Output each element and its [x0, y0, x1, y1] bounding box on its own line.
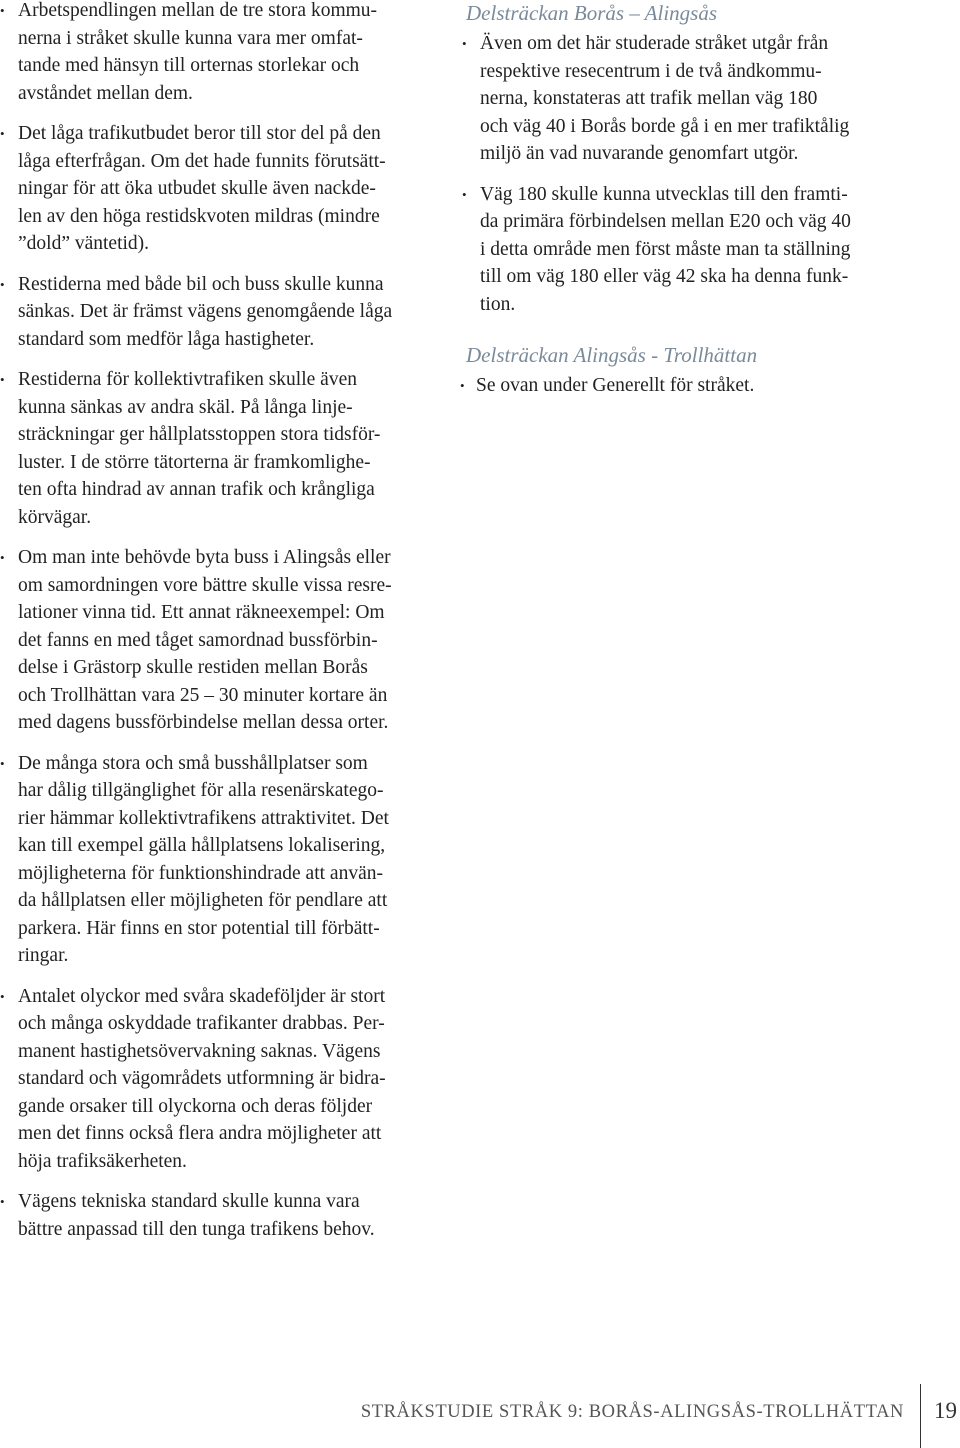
bullet-icon: •	[460, 378, 465, 393]
list-item	[0, 983, 440, 1176]
bullet-text: Även om det här studerade stråket utgår från respektive resecentrum i de två ändkommu- nerna, konstateras att trafik mellan väg 180 och väg 40 i Borås borde gå i en mer trafiktålig miljö än vad nuvarande genomfart utgör.	[480, 33, 850, 164]
bullet-icon: •	[0, 126, 5, 141]
list-item	[0, 120, 440, 258]
bullet-text: Om man inte behövde byta buss i Alingsås eller om samordningen vore bättre skulle vissa resre- lationer vinna tid. Ett annat räkneexempel: Om det fanns en med tåget samordnad bussförbin- delse i Grästorp skulle restiden mellan Borås och Trollhättan vara 25 – 30 minuter kortare än med dagens bussförbindelse mellan dessa orter.	[18, 547, 392, 733]
bullet-icon: •	[0, 372, 5, 387]
bullet-icon: •	[0, 3, 5, 18]
right-column	[458, 0, 918, 413]
section-heading-boras-alingsas: Delsträckan Borås – Alingsås	[466, 1, 718, 25]
section-heading-alingsas-trollhattan: Delsträckan Alingsås - Trollhättan	[466, 343, 758, 367]
section1-bullet-list	[458, 30, 918, 318]
bullet-text: Restiderna med både bil och buss skulle kunna sänkas. Det är främst vägens genomgående låga standard som medför låga hastigheter.	[18, 273, 393, 350]
bullet-text: Antalet olyckor med svåra skadeföljder är stort och många oskyddade trafikanter drabbas. Per- manent hastighetsövervakning saknas. Vägens standard och vägområdets utformning är bidra- gande orsaker till olyckorna och deras följder men det finns också flera andra möjligheter att höja trafiksäkerheten.	[18, 985, 386, 1172]
list-item	[458, 372, 918, 400]
list-item	[0, 271, 440, 354]
list-item	[0, 750, 440, 970]
section2-bullet-list	[458, 372, 918, 400]
bullet-icon: •	[0, 550, 5, 565]
bullet-icon: •	[0, 276, 5, 292]
list-item	[0, 1188, 440, 1243]
bullet-text: Arbetspendlingen mellan de tre stora kommu- nerna i stråket skulle kunna vara mer omfat- tande med hänsyn till orternas storlekar och avståndet mellan dem.	[18, 0, 378, 104]
list-item	[458, 30, 918, 168]
bullet-text: Väg 180 skulle kunna utvecklas till den framti- da primära förbindelsen mellan E20 och väg 40 i detta område men först måste man ta ställning till om väg 180 eller väg 42 ska ha denna funk- tion.	[480, 183, 851, 315]
bullet-icon: •	[0, 755, 5, 771]
page-footer	[0, 1384, 960, 1448]
bullet-text: Restiderna för kollektivtrafiken skulle även kunna sänkas av andra skäl. På långa linje- sträckningar ger hållplatsstoppen stora tidsför- luster. I de större tätorterna är framkomlighe- ten ofta hindrad av annan trafik och krångliga körvägar.	[18, 369, 381, 528]
bullet-text: De många stora och små busshållplatser som har dålig tillgänglighet för alla resenärskatego- rier hämmar kollektivtrafikens attraktivitet. Det kan till exempel gälla hållplatsens lokalisering, möjligheterna för funktionshindrade att använ- da hållplatsen eller möjligheten för pendlare att parkera. Här finns en stor potential till förbätt- ringar.	[18, 752, 389, 966]
list-item	[458, 181, 918, 319]
list-item	[0, 0, 440, 107]
bullet-icon: •	[0, 1194, 5, 1209]
footer-title: STRÅKSTUDIE STRÅK 9: BORÅS-ALINGSÅS-TROLLHÄTTAN	[360, 1402, 904, 1422]
list-item	[0, 366, 440, 531]
bullet-icon: •	[462, 36, 467, 51]
list-item	[0, 544, 440, 737]
footer-divider	[920, 1384, 921, 1448]
bullet-icon: •	[0, 988, 5, 1004]
bullet-text: Se ovan under Generellt för stråket.	[476, 375, 755, 396]
left-column	[0, 0, 440, 1256]
bullet-text: Vägens tekniska standard skulle kunna vara bättre anpassad till den tunga trafikens behov.	[18, 1191, 375, 1240]
left-bullet-list	[0, 0, 440, 1243]
page-number: 19	[934, 1398, 957, 1423]
bullet-text: Det låga trafikutbudet beror till stor del på den låga efterfrågan. Om det hade funnits förutsätt- ningar för att öka utbudet skulle även nackde- len av den höga restidskvoten mildras (mindre ”dold” väntetid).	[18, 123, 386, 254]
bullet-icon: •	[462, 186, 467, 202]
